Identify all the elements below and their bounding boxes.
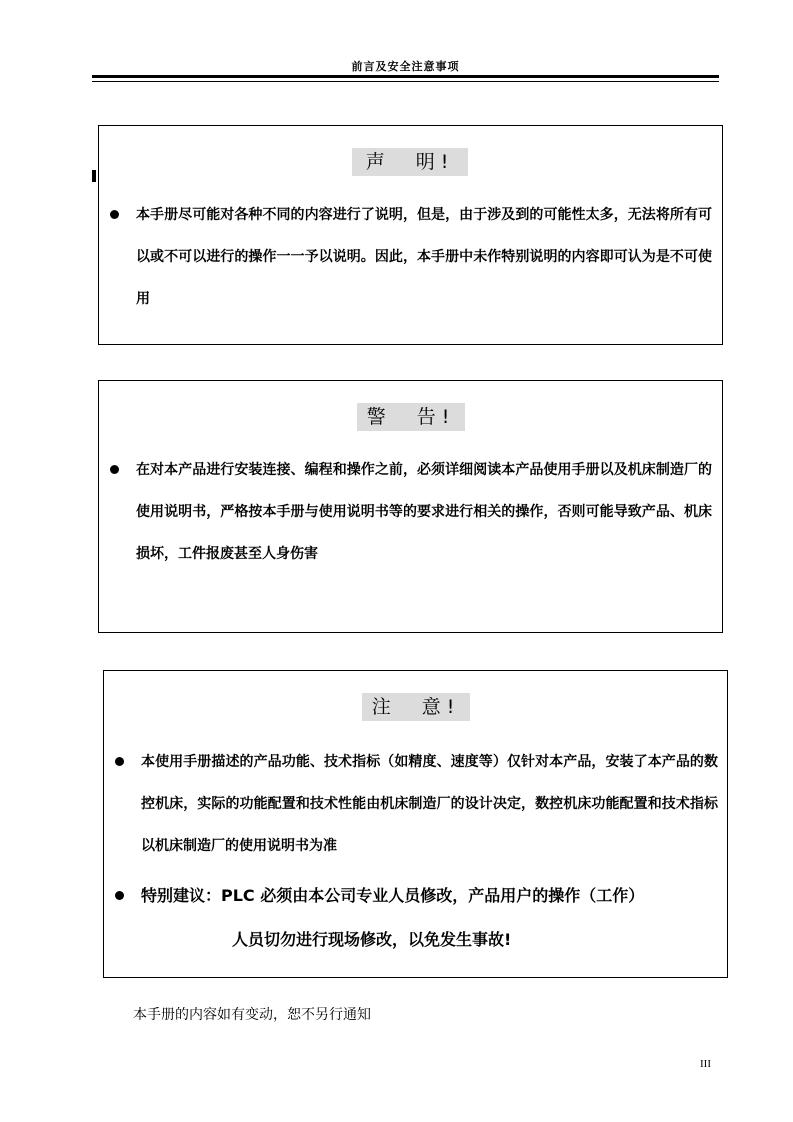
declaration-box — [98, 125, 723, 345]
header-rule-thick — [92, 75, 719, 78]
footer-note: 本手册的内容如有变动，恕不另行通知 — [133, 1007, 371, 1023]
warning-text: 在对本产品进行安装连接、编程和操作之前，必须详细阅读本产品使用手册以及机床制造厂的使用说明书，严格按本手册与使用说明书等的要求进行相关的操作，否则可能导致产品、机床损坏，工件报废甚至人身伤害 — [136, 462, 712, 562]
warning-title: 警 告! — [357, 403, 465, 431]
declaration-bullet — [110, 210, 119, 219]
warning-bullet — [110, 465, 119, 474]
declaration-title: 声 明! — [352, 148, 468, 176]
page-number: III — [700, 1058, 711, 1070]
notice-special-bullet — [115, 891, 124, 900]
header-title: 前言及安全注意事项 — [351, 60, 460, 73]
warning-box — [98, 380, 723, 633]
declaration-text: 本手册尽可能对各种不同的内容进行了说明，但是，由于涉及到的可能性太多，无法将所有可以或不可以进行的操作一一予以说明。因此，本手册中未作特别说明的内容即可认为是不可使用 — [136, 207, 712, 307]
notice-bullet — [115, 757, 124, 766]
notice-box — [103, 670, 728, 978]
stray-mark — [92, 170, 96, 182]
notice-title: 注 意! — [362, 693, 470, 721]
notice-special-line1: 特别建议：PLC 必须由本公司专业人员修改，产品用户的操作（工作） — [141, 886, 645, 905]
header-rule-thin — [92, 81, 719, 82]
notice-text: 本使用手册描述的产品功能、技术指标（如精度、速度等）仅针对本产品，安装了本产品的数控机床，实际的功能配置和技术性能由机床制造厂的设计决定，数控机床功能配置和技术指标以机床制造厂的使用说明书为准 — [141, 754, 718, 854]
notice-special-line2: 人员切勿进行现场修改，以免发生事故! — [232, 930, 512, 949]
